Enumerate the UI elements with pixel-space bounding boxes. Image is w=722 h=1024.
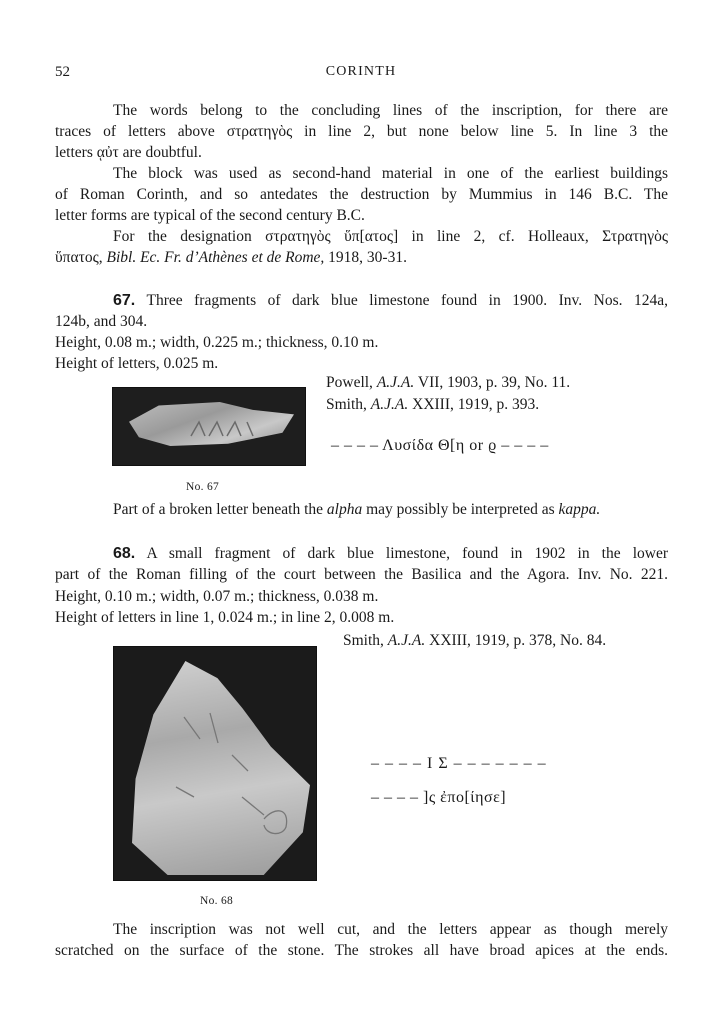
entry-67-letter-height: Height of letters, 0.025 m.	[55, 355, 219, 372]
italic-term-kappa: kappa.	[558, 501, 601, 518]
ref-citation: XXIII, 1919, p. 378, No. 84.	[429, 632, 607, 649]
entry-67-inscription-text: – – – – Λυσίδα Θ[η or ϱ – – – –	[331, 437, 549, 454]
text-line: For the designation στρατηγὸς ὕπ[ατος] in line 2, cf. Holleaux, Στρατηγὸς	[113, 228, 668, 245]
entry-68-heading	[55, 543, 668, 585]
intro-paragraph-3	[55, 226, 668, 268]
text-line: letters ᾳὐτ are doubtful.	[55, 144, 202, 161]
entry-number: 68.	[113, 545, 136, 562]
entry-67-heading	[55, 290, 668, 332]
text-line: part of the Roman filling of the court between the Basilica and the Agora. Inv. No. 221.	[55, 566, 668, 583]
text-line: of Roman Corinth, and so antedates the destruction by Mummius in 146 B.C. The	[55, 186, 668, 203]
page-number: 52	[55, 64, 70, 80]
text-run: 1918, 30-31.	[328, 249, 407, 266]
entry-68-letter-height: Height of letters in line 1, 0.024 m.; in line 2, 0.008 m.	[55, 609, 395, 626]
ref-journal: A.J.A.	[370, 396, 409, 413]
photo-caption-68: No. 68	[200, 895, 234, 907]
inscription-marks	[113, 388, 305, 465]
entry-67-reference	[326, 374, 570, 392]
text-run: may possibly be interpreted as	[366, 501, 555, 518]
text-line: The words belong to the concluding lines of the inscription, for there are	[113, 102, 668, 119]
text-line	[55, 247, 668, 268]
running-title: CORINTH	[325, 64, 397, 79]
intro-paragraph-1	[55, 100, 668, 163]
text-line: scratched on the surface of the stone. The strokes all have broad apices at the ends.	[55, 942, 668, 959]
entry-67-dimensions: Height, 0.08 m.; width, 0.225 m.; thickness, 0.10 m.	[55, 334, 379, 351]
text-line: letter forms are typical of the second century B.C.	[55, 207, 365, 224]
photo-caption-67: No. 67	[186, 481, 220, 493]
ref-author: Powell,	[326, 374, 373, 391]
italic-citation: Bibl. Ec. Fr. d’Athènes et de Rome,	[106, 249, 325, 266]
intro-paragraph-2	[55, 163, 668, 226]
text-line: 124b, and 304.	[55, 313, 148, 330]
stone-photo-67	[112, 387, 306, 466]
text-line	[55, 543, 668, 564]
ref-author: Smith,	[326, 396, 367, 413]
text-run: A small fragment of dark blue limestone, found in 1902 in the lower	[146, 545, 668, 562]
closing-paragraph	[55, 919, 668, 961]
entry-68-reference	[343, 632, 606, 650]
entry-68-inscription-line-2: – – – – ]ς ἐπο[ίησε]	[371, 789, 507, 806]
italic-term-alpha: alpha	[326, 501, 363, 518]
entry-68-dimensions: Height, 0.10 m.; width, 0.07 m.; thickness, 0.038 m.	[55, 588, 379, 605]
stone-photo-68	[113, 646, 317, 881]
entry-number: 67.	[113, 292, 136, 309]
text-line: traces of letters above στρατηγὸς in line 2, but none below line 5. In line 3 the	[55, 123, 668, 140]
inscription-marks	[114, 647, 316, 880]
ref-citation: VII, 1903, p. 39, No. 11.	[417, 374, 571, 391]
entry-68-inscription-line-1: – – – – Ι Σ – – – – – – –	[371, 755, 547, 772]
text-run: ὕπατος,	[55, 249, 103, 266]
ref-journal: A.J.A.	[387, 632, 426, 649]
ref-citation: XXIII, 1919, p. 393.	[412, 396, 540, 413]
text-run: Part of a broken letter beneath the	[113, 501, 324, 518]
text-line: The inscription was not well cut, and the letters appear as though merely	[113, 921, 668, 938]
ref-author: Smith,	[343, 632, 384, 649]
entry-67-note	[113, 501, 600, 519]
text-line: The block was used as second-hand material in one of the earliest buildings	[113, 165, 668, 182]
entry-67-reference	[326, 396, 539, 414]
text-line	[55, 290, 668, 311]
text-run: Three fragments of dark blue limestone found in 1900. Inv. Nos. 124a,	[146, 292, 668, 309]
ref-journal: A.J.A.	[376, 374, 415, 391]
